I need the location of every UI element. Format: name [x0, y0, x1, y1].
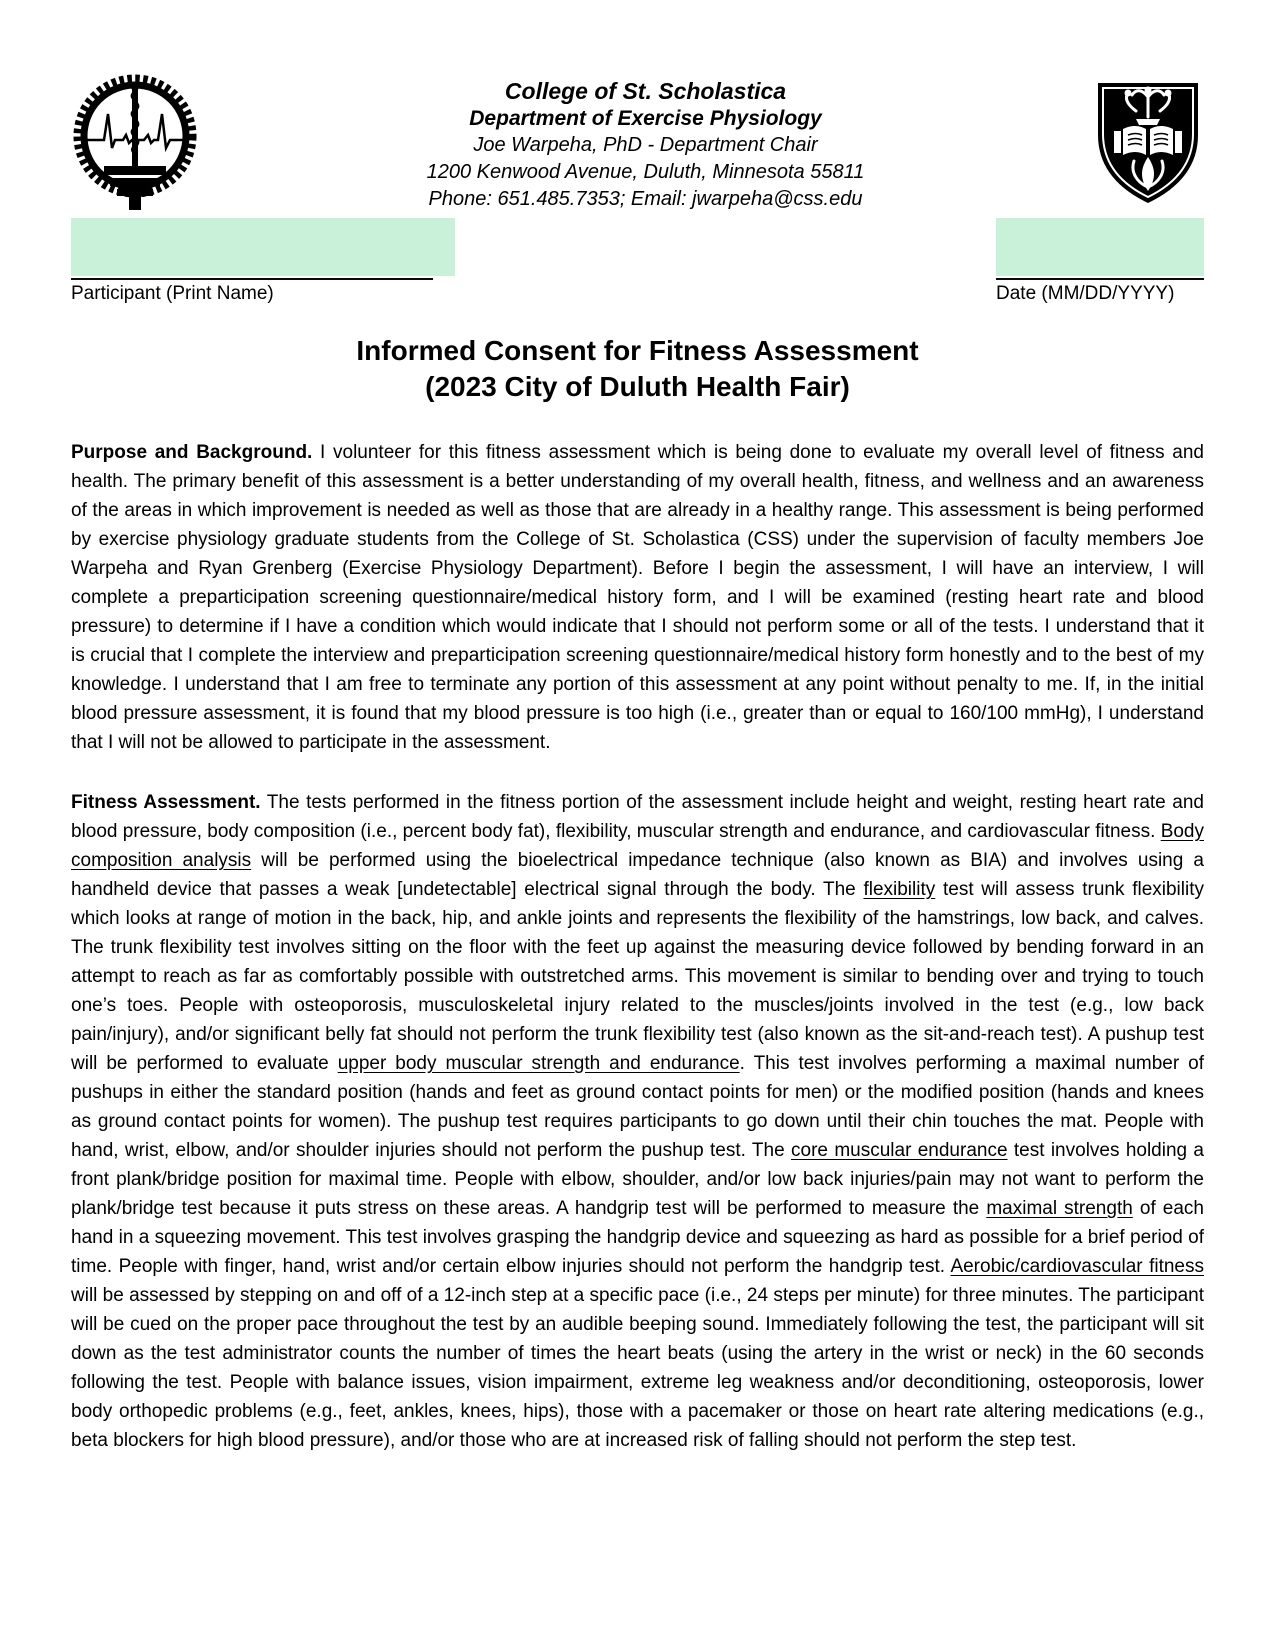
address-line: 1200 Kenwood Avenue, Duluth, Minnesota 55811: [426, 161, 865, 183]
date-signature-line: [996, 278, 1204, 280]
contact-line: Phone: 651.485.7353; Email: jwarpeha@css.edu: [428, 188, 863, 210]
participant-field-block: [71, 218, 455, 305]
ekg-caduceus-gear-logo: [71, 72, 199, 214]
dept-name: Department of Exercise Physiology: [469, 107, 822, 130]
letterhead: [71, 0, 1204, 214]
participant-name-field[interactable]: [71, 218, 455, 276]
participant-field-label: Participant (Print Name): [71, 283, 274, 304]
fitness-assessment-paragraph: [71, 788, 1204, 1455]
purpose-and-background-paragraph: [71, 438, 1204, 757]
date-field-label: Date (MM/DD/YYYY): [996, 283, 1175, 304]
chair-line: Joe Warpeha, PhD - Department Chair: [473, 134, 818, 156]
paragraph-text: The tests performed in the fitness portion of the assessment include height and weight, resting heart rate and blood pressure, body composition (i.e., percent body fat), flexibility, muscular strength and endurance, and cardiovascular fitness. Body composition analysis will be performed using the bioelectrical impedance technique (also known as BIA) and involves using a handheld device that passes a weak [undetectable] electrical signal through the body. The flexibility test will assess trunk flexibility which looks at range of motion in the back, hip, and ankle joints and represents the flexibility of the hamstrings, low back, and calves. The trunk flexibility test involves sitting on the floor with the feet up against the measuring device followed by bending forward in an attempt to reach as far as comfortably possible with outstretched arms. This movement is similar to bending over and trying to touch one’s toes. People with osteoporosis, musculoskeletal injury related to the muscles/joints involved in the test (e.g., low back pain/injury), and/or significant belly fat should not perform the trunk flexibility test (also known as the sit-and-reach test). A pushup test will be performed to evaluate upper body muscular strength and endurance. This test involves performing a maximal number of pushups in either the standard position (hands and feet as ground contact points for men) or the modified position (hands and knees as ground contact points for women). The pushup test requires participants to go down until their chin touches the mat. People with hand, wrist, elbow, and/or shoulder injuries should not perform the pushup test. The core muscular endurance test involves holding a front plank/bridge position for maximal time. People with elbow, shoulder, and/or low back injuries/pain may not want to perform the plank/bridge test because it puts stress on these areas. A handgrip test will be performed to measure the maximal strength of each hand in a squeezing movement. This test involves grasping the handgrip device and squeezing as hard as possible for a brief period of time. People with finger, hand, wrist and/or certain elbow injuries should not perform the handgrip test. Aerobic/cardiovascular fitness will be assessed by stepping on and off of a 12-inch step at a specific pace (i.e., 24 steps per minute) for three minutes. The participant will be cued on the proper pace throughout the test by an audible beeping sound. Immediately following the test, the participant will sit down as the test administrator counts the number of times the heart beats (using the artery in the wrist or neck) in the 60 seconds following the test. People with balance issues, vision impairment, extreme leg weakness and/or deconditioning, osteoporosis, lower body orthopedic problems (e.g., feet, ankles, knees, hips), those with a pacemaker or those on heart rate altering medications (e.g., beta blockers for high blood pressure), and/or those who are at increased risk of falling should not perform the step test.: [71, 792, 1204, 1451]
document-title-line1: Informed Consent for Fitness Assessment: [356, 335, 919, 366]
letterhead-text: [199, 72, 1092, 213]
date-field[interactable]: [996, 218, 1204, 276]
paragraph-lead: Fitness Assessment.: [71, 792, 261, 813]
paragraph-text: I volunteer for this fitness assessment which is being done to evaluate my overall level of fitness and health. The primary benefit of this assessment is a better understanding of my overall health, fitness, and wellness and an awareness of the areas in which improvement is needed as well as those that are already in a healthy range. This assessment is being performed by exercise physiology graduate students from the College of St. Scholastica (CSS) under the supervision of faculty members Joe Warpeha and Ryan Grenberg (Exercise Physiology Department). Before I begin the assessment, I will have an interview, I will complete a preparticipation screening questionnaire/medical history form, and I will be examined (resting heart rate and blood pressure) to determine if I have a condition which would indicate that I should not perform some or all of the tests. I understand that it is crucial that I complete the interview and preparticipation screening questionnaire/medical history form honestly and to the best of my knowledge. I understand that I am free to terminate any portion of this assessment at any point without penalty to me. If, in the initial blood pressure assessment, it is found that my blood pressure is too high (i.e., greater than or equal to 160/100 mmHg), I understand that I will not be allowed to participate in the assessment.: [71, 442, 1204, 753]
paragraph-lead: Purpose and Background.: [71, 442, 313, 463]
document-title-line2: (2023 City of Duluth Health Fair): [425, 371, 850, 402]
org-name: College of St. Scholastica: [504, 78, 787, 104]
document-title: [71, 333, 1204, 405]
shield-open-book-crest-logo: [1092, 74, 1204, 212]
date-field-block: [996, 218, 1204, 305]
signature-fields-row: [71, 218, 1204, 305]
participant-signature-line: [71, 278, 433, 280]
